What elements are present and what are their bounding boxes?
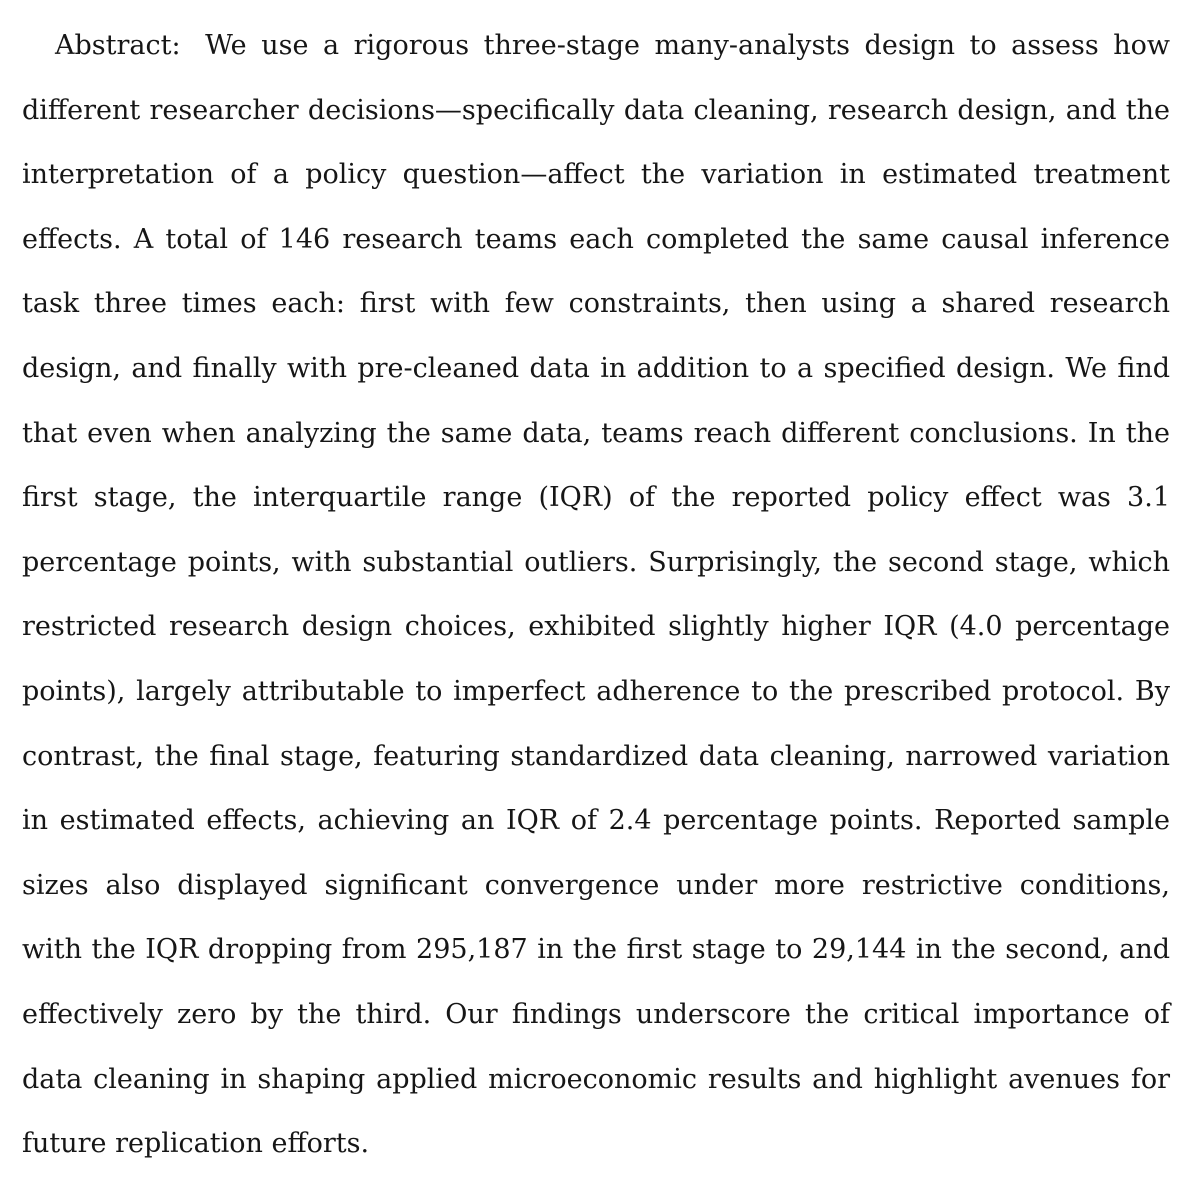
abstract-label: Abstract: [55,30,181,61]
abstract-paragraph [22,14,1170,1177]
abstract-text: We use a rigorous three-stage many-analysts design to assess how different researcher decisions—specifically data cleaning, research design, and the interpretation of a policy question—affect the variation in estimated treatment effects. A total of 146 research teams each completed the same causal inference task three times each: first with few constraints, then using a shared research design, and finally with pre-cleaned data in addition to a specified design. We find that even when analyzing the same data, teams reach different conclusions. In the first stage, the interquartile range (IQR) of the reported policy effect was 3.1 percentage points, with substantial outliers. Surprisingly, the second stage, which restricted research design choices, exhibited slightly higher IQR (4.0 percentage points), largely attributable to imperfect adherence to the prescribed protocol. By contrast, the final stage, featuring standardized data cleaning, narrowed variation in estimated effects, achieving an IQR of 2.4 percentage points. Reported sample sizes also displayed significant convergence under more restrictive conditions, with the IQR dropping from 295,187 in the first stage to 29,144 in the second, and effectively zero by the third. Our findings underscore the critical importance of data cleaning in shaping applied microeconomic results and highlight avenues for future replication efforts. [22,30,1170,1160]
